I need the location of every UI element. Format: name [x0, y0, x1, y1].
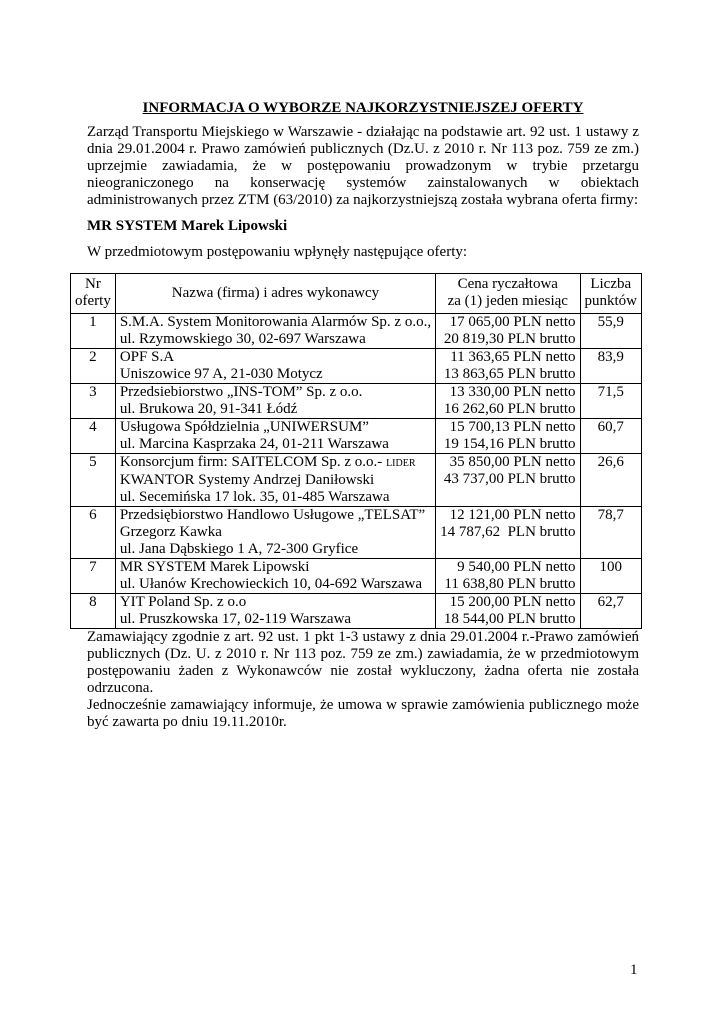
offer-nr: 8 [71, 594, 116, 629]
offer-nr: 5 [71, 454, 116, 507]
offers-lead: W przedmiotowym postępowaniu wpłynęły następujące oferty: [87, 244, 468, 260]
intro-paragraph: Zarząd Transportu Miejskiego w Warszawie - działając na podstawie art. 92 ust. 1 ustawy z dnia 29.01.2004 r. Prawo zamówień publicznych (Dz.U. z 2010 r. Nr 113 poz. 759 ze zm.) uprzejmie zawiadamia, że w postępowaniu prowadzonym w trybie przetargu nieograniczonego na konserwację systemów zainstalowanych w obiektach administrowanych przez ZTM (63/2010) za najkorzystniejszą została wybrana oferta firmy: [87, 124, 639, 208]
offer-points: 83,9 [580, 349, 642, 384]
offer-nr: 1 [71, 314, 116, 349]
header-price: Cena ryczałtowa za (1) jeden miesiąc [436, 274, 580, 314]
table-row [71, 314, 642, 349]
offer-name: OPF S.A Uniszowice 97 A, 21-030 Motycz [115, 349, 435, 384]
document-page [75, 100, 639, 731]
offer-points: 55,9 [580, 314, 642, 349]
offer-name: Przedsiebiorstwo „INS-TOM” Sp. z o.o. ul. Brukowa 20, 91-341 Łódź [115, 384, 435, 419]
offer-points: 60,7 [580, 419, 642, 454]
offer-name: Konsorcjum firm: SAITELCOM Sp. z o.o.- LIDER KWANTOR Systemy Andrzej Daniłowski ul. Secemińska 17 lok. 35, 01-485 Warszawa [115, 454, 435, 507]
offer-nr: 4 [71, 419, 116, 454]
closing-paragraph-2: Jednocześnie zamawiający informuje, że umowa w sprawie zamówienia publicznego może być zawarta po dniu 19.11.2010r. [87, 697, 639, 730]
offer-points: 62,7 [580, 594, 642, 629]
offer-price: 15 700,13 PLN netto 19 154,16 PLN brutto [436, 419, 580, 454]
offer-points: 100 [580, 559, 642, 594]
header-nr: Nr oferty [71, 274, 116, 314]
offers-table-body [71, 314, 642, 629]
closing-paragraph-1: Zamawiający zgodnie z art. 92 ust. 1 pkt 1-3 ustawy z dnia 29.01.2004 r.-Prawo zamówień publicznych (Dz. U. z 2010 r. Nr 113 poz. 759 ze zm.) zawiadamia, że w przedmiotowym postępowaniu żaden z Wykonawców nie został wykluczony, żadna oferta nie została odrzucona. [87, 629, 639, 696]
offer-price: 12 121,00 PLN netto 14 787,62 PLN brutto [436, 507, 580, 559]
offer-points: 71,5 [580, 384, 642, 419]
header-points: Liczba punktów [580, 274, 642, 314]
offer-points: 26,6 [580, 454, 642, 507]
offer-name: Przedsiębiorstwo Handlowo Usługowe „TELSAT” Grzegorz Kawka ul. Jana Dąbskiego 1 A, 72-300 Gryfice [115, 507, 435, 559]
offer-name: MR SYSTEM Marek Lipowski ul. Ułanów Krechowieckich 10, 04-692 Warszawa [115, 559, 435, 594]
offer-price: 9 540,00 PLN netto 11 638,80 PLN brutto [436, 559, 580, 594]
offer-nr: 3 [71, 384, 116, 419]
table-row [71, 349, 642, 384]
offer-price: 15 200,00 PLN netto 18 544,00 PLN brutto [436, 594, 580, 629]
offer-name: YIT Poland Sp. z o.o ul. Pruszkowska 17, 02-119 Warszawa [115, 594, 435, 629]
table-row [71, 594, 642, 629]
offer-name: S.M.A. System Monitorowania Alarmów Sp. z o.o., ul. Rzymowskiego 30, 02-697 Warszawa [115, 314, 435, 349]
header-name: Nazwa (firma) i adres wykonawcy [115, 274, 435, 314]
table-row [71, 559, 642, 594]
offer-nr: 2 [71, 349, 116, 384]
lider-tag: LIDER [386, 458, 416, 469]
offer-price: 17 065,00 PLN netto 20 819,30 PLN brutto [436, 314, 580, 349]
offer-name: Usługowa Spółdzielnia „UNIWERSUM” ul. Marcina Kasprzaka 24, 01-211 Warszawa [115, 419, 435, 454]
offer-nr: 6 [71, 507, 116, 559]
offer-points: 78,7 [580, 507, 642, 559]
offer-price: 13 330,00 PLN netto 16 262,60 PLN brutto [436, 384, 580, 419]
page-number: 1 [630, 962, 638, 978]
offers-table [70, 273, 642, 629]
table-row [71, 384, 642, 419]
table-row [71, 507, 642, 559]
document-title: INFORMACJA O WYBORZE NAJKORZYSTNIEJSZEJ OFERTY [142, 100, 584, 116]
table-header-row [71, 274, 642, 314]
table-row [71, 419, 642, 454]
table-row [71, 454, 642, 507]
offer-price: 35 850,00 PLN netto 43 737,00 PLN brutto [436, 454, 580, 507]
winner-company: MR SYSTEM Marek Lipowski [87, 218, 288, 234]
offer-price: 11 363,65 PLN netto 13 863,65 PLN brutto [436, 349, 580, 384]
offer-nr: 7 [71, 559, 116, 594]
